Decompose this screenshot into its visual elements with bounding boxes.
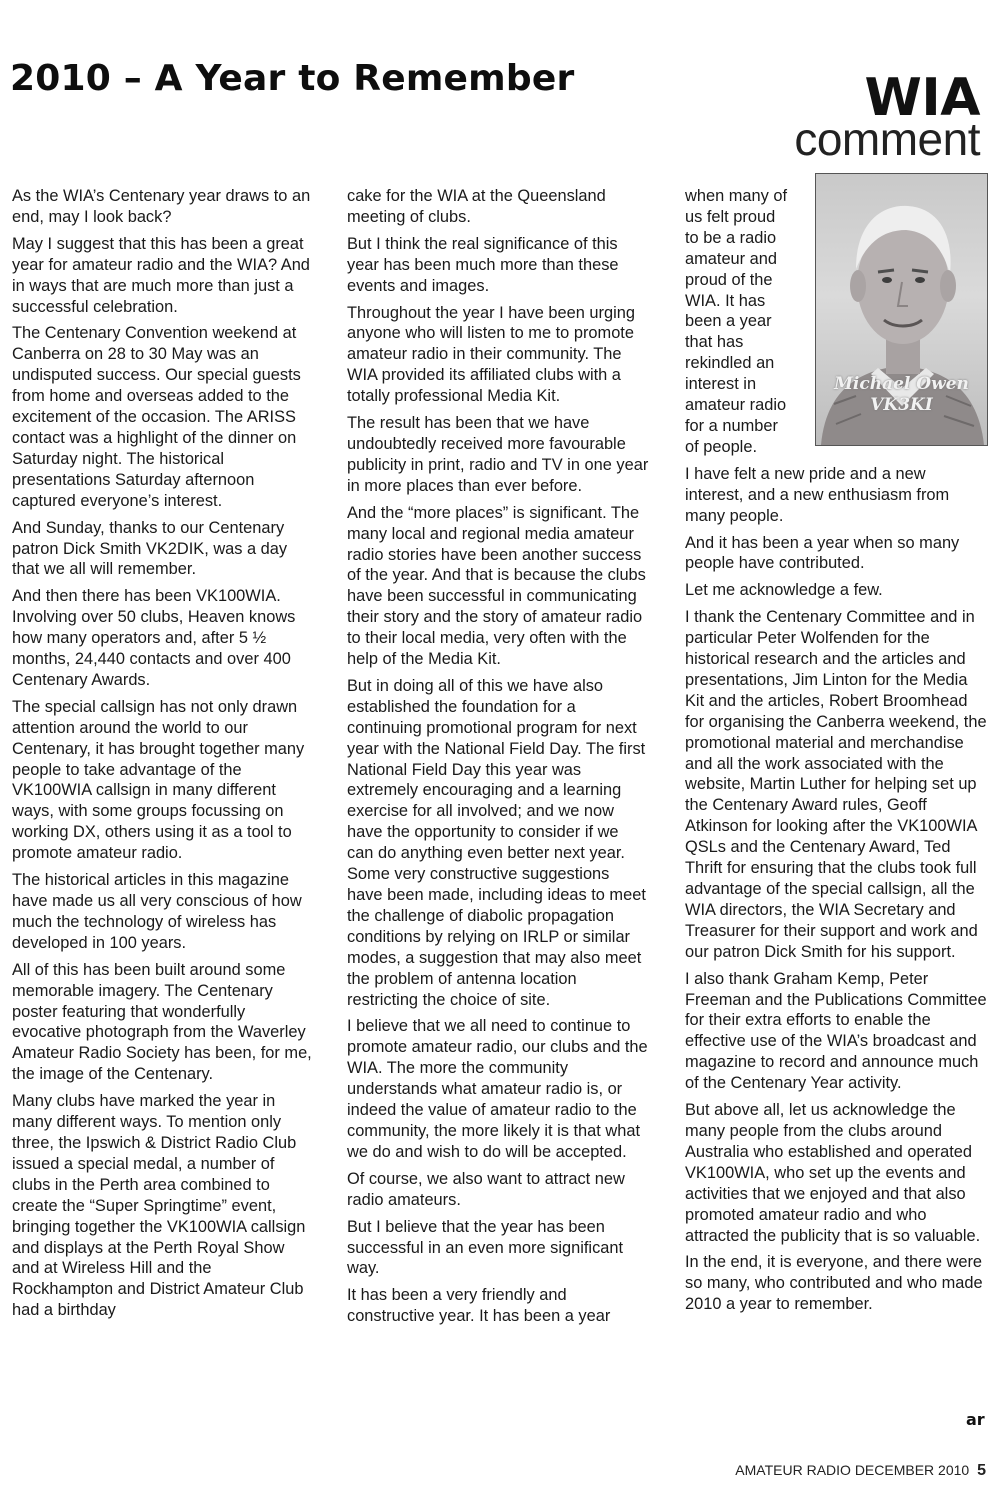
badge-comment-text: comment xyxy=(794,113,980,165)
paragraph: Many clubs have marked the year in many different ways. To mention only three, the Ipswich & District Radio Club issued a special medal, a number of clubs in the Perth area combined to create the “Super Springtime” event, bringing together the VK100WIA callsign and displays at the Perth Royal Show and at Wireless Hill and the Rockhampton and District Amateur Club had a birthday xyxy=(12,1092,306,1320)
paragraph: All of this has been built around some memorable imagery. The Centenary poster featuring that wonderfully evocative photograph from the Waverley Amateur Radio Society has been, for me, the image of the Centenary. xyxy=(12,960,312,1084)
paragraph: May I suggest that this has been a great year for amateur radio and the WIA? And in ways that are much more than just a successful celebration. xyxy=(12,234,310,316)
paragraph: The Centenary Convention weekend at Canberra on 28 to 30 May was an undisputed success. Our special guests from home and overseas added to the excitement of the occasion. The ARISS contact was a highlight of the dinner on Saturday night. The historical presentations Saturday afternoon captured everyone’s interest. xyxy=(12,324,301,510)
paragraph-beside-photo: when many of us felt proud to be a radio amateur and proud of the WIA. It has been a year that has rekindled an interest in amateur radio for a number of people. xyxy=(685,187,788,456)
paragraph: And the “more places” is significant. The many local and regional media amateur radio stories have been another success of the year. And that is because the clubs have been successful in communicating their story and the story of amateur radio to their local media, very often with the help of the Media Kit. xyxy=(347,503,646,669)
paragraph: I also thank Graham Kemp, Peter Freeman and the Publications Committee for their extra efforts to enable the effective use of the WIA’s broadcast and magazine to record and announce much of the Centenary Year activity. xyxy=(685,969,987,1093)
paragraph: I thank the Centenary Committee and in particular Peter Wolfenden for the historical research and the articles and presentations, Jim Linton for the Media Kit and the articles, Robert Broomhead for organising the Canberra weekend, the promotional material and merchandise and all the work associated with the website, Martin Luther for helping set up the Centenary Award rules, Geoff Atkinson for looking after the VK100WIA QSLs and the Centenary Award, Ted Thrift for ensuring that the clubs took full advantage of the special callsign, all the WIA directors, the WIA Secretary and Treasurer for their support and work and our patron Dick Smith for his support. xyxy=(685,608,987,961)
paragraph: I believe that we all need to continue to promote amateur radio, our clubs and the WIA. The more the community understands what amateur radio is, or indeed the value of amateur radio to the community, the more likely it is that what we do and wish to do will be accepted. xyxy=(347,1017,648,1161)
footer-publication: AMATEUR RADIO DECEMBER 2010 xyxy=(735,1462,970,1478)
author-portrait-photo xyxy=(815,173,988,446)
badge-wia-text: WIA xyxy=(864,68,980,128)
paragraph: Let me acknowledge a few. xyxy=(685,581,883,600)
photo-caption xyxy=(816,374,987,416)
paragraph: In the end, it is everyone, and there were so many, who contributed and who made 2010 a year to remember. xyxy=(685,1253,983,1314)
paragraph: cake for the WIA at the Queensland meeting of clubs. xyxy=(347,187,606,226)
page-number: 5 xyxy=(977,1462,986,1479)
paragraph: But above all, let us acknowledge the many people from the clubs around Australia who established and operated VK100WIA, who set up the events and activities that we enjoyed and that also promoted amateur radio and who attracted the publicity that is so valuable. xyxy=(685,1101,981,1245)
paragraph: And then there has been VK100WIA. Involving over 50 clubs, Heaven knows how many operators and, after 5 ½ months, 24,440 contacts and over 400 Centenary Awards. xyxy=(12,587,296,689)
paragraph: But I think the real significance of this year has been much more than these events and images. xyxy=(347,234,619,295)
paragraph: The result has been that we have undoubtedly received more favourable publicity in print, radio and TV in one year in more places than ever before. xyxy=(347,414,649,495)
caption-callsign: VK3KI xyxy=(870,395,933,415)
article-column-1 xyxy=(12,186,312,1327)
paragraph: As the WIA’s Centenary year draws to an end, may I look back? xyxy=(12,187,311,226)
paragraph: The special callsign has not only drawn attention around the world to our Centenary, it has brought together many people to take advantage of the VK100WIA callsign in many different ways, with some groups focussing on working DX, others using it as a tool to promote amateur radio. xyxy=(12,697,305,863)
paragraph: Of course, we also want to attract new radio amateurs. xyxy=(347,1169,625,1209)
wia-comment-badge xyxy=(720,68,980,165)
paragraph: Throughout the year I have been urging anyone who will listen to me to promote amateur radio in their community. The WIA provided its affiliated clubs with a totally professional Media Kit. xyxy=(347,303,635,406)
paragraph: I have felt a new pride and a new interest, and a new enthusiasm from many people. xyxy=(685,464,950,525)
paragraph: But I believe that the year has been successful in an even more significant way. xyxy=(347,1217,624,1278)
caption-name: Michael Owen xyxy=(834,374,969,394)
article-column-2 xyxy=(347,186,649,1333)
paragraph: It has been a very friendly and constructive year. It has been a year xyxy=(347,1286,611,1326)
paragraph: And Sunday, thanks to our Centenary patron Dick Smith VK2DIK, was a day that we all will remember. xyxy=(12,518,288,579)
paragraph: And it has been a year when so many people have contributed. xyxy=(685,533,960,573)
article-end-mark: ar xyxy=(966,1410,985,1429)
paragraph: But in doing all of this we have also established the foundation for a continuing promotional program for next year with the National Field Day. The first National Field Day this year was extremely encouraging and a learning exercise for all involved; and we now have the opportunity to consider if we can do anything even better next year. Some very constructive suggestions have been made, including ideas to meet the challenge of diabolic propagation conditions by relying on IRLP or similar modes, a suggestion that may also meet the problem of antenna location restricting the choice of site. xyxy=(347,676,646,1009)
page-footer xyxy=(735,1462,986,1480)
paragraph: The historical articles in this magazine have made us all very conscious of how much the technology of wireless has developed in 100 years. xyxy=(12,871,302,952)
article-headline: 2010 – A Year to Remember xyxy=(10,58,575,99)
